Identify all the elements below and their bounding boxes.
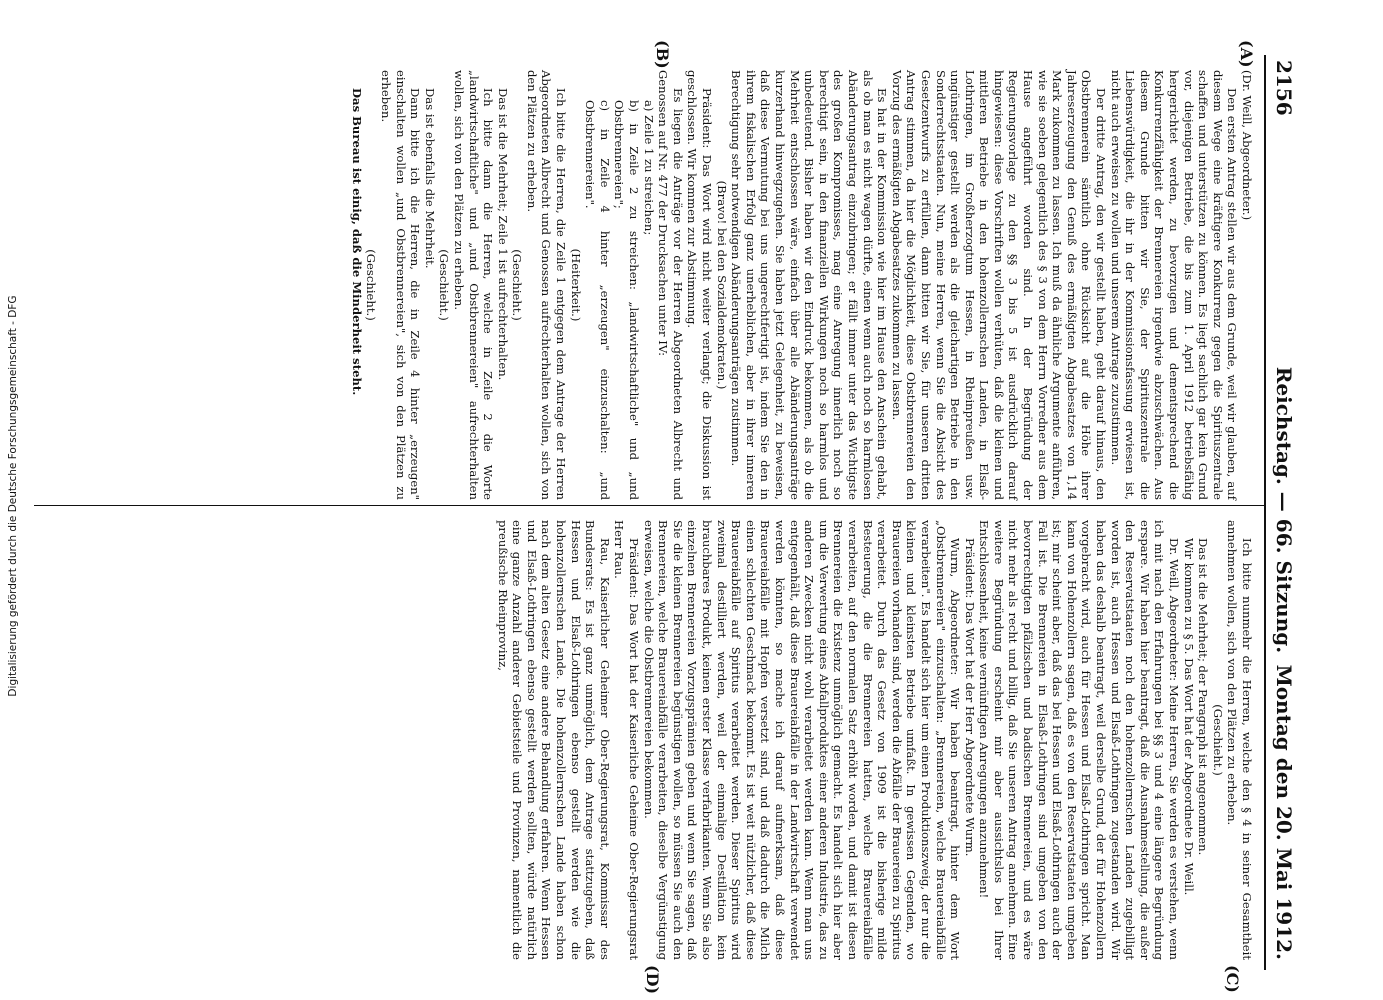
paragraph: Das ist die Mehrheit; der Paragraph ist angenommen.: [1196, 538, 1211, 856]
interjection: (Geschieht.): [437, 249, 452, 321]
right-column: [495, 520, 1254, 960]
interjection: (Geschieht.): [510, 249, 525, 321]
interjection: (Heiterkeit.): [568, 248, 583, 322]
margin-mark-d: (D): [643, 965, 662, 995]
margin-mark-a: (A): [1237, 40, 1256, 68]
paragraph: Es hat in der Kommission wie hier im Hause den Anschein gehabt, als ob man es nicht wagen dürfte, einen wenn auch noch so harmlosen Abänderungsantrag einzubringen; er fällt immer unter das Wichtigste des großen Kompromisses, mag eine Anregung innerlich noch so berechtigt sein, in den finanziellen Wirkungen noch so harmlos und unbedeutend. Bisher haben wir den Eindruck bekommen, als ob die Mehrheit entschlossen wäre, einfach über alle Abänderungsanträge kurzerhand hinwegzugehen. Sie haben jetzt Gelegenheit, zu beweisen, daß diese Vermutung bei uns ungerechtfertigt ist, indem Sie den in ihrem fiskalischen Erfolg ganz unerheblichen, aber in ihrer inneren Berechtigung sehr notwendigen Abänderungsanträgen zustimmen.: [729, 70, 890, 500]
paragraph: Der dritte Antrag, den wir gestellt haben, geht darauf hinaus, den Obstbrennerein sämtlich ohne Rücksicht auf die Höhe ihrer Jahreserzeugung den Genuß des ermäßigten Abgabesatzes von 1,14 Mark zukommen zu lassen. Ich muß da ähnliche Argumente anführen, wie sie soeben gelegentlich des § 3 von dem Herrn Vorredner aus dem Hause angeführt worden sind. In der Begründung der Regierungsvorlage zu den §§ 3 bis 5 ist ausdrücklich darauf hingewiesen: diese Vorschriften wollen verhüten, daß die kleinen und mittleren Betriebe in den hohenzollernschen Landen, in Elsaß-Lothringen, im Großherzogtum Hessen, in Rheinpreußen usw. ungünstiger gestellt werden als die gleichartigen Betriebe in den Sonderrechtsstaaten. Nun, meine Herren, wenn Sie die Absicht des Gesetzentwurfs zu erfüllen, dann bitten wir Sie, für unseren dritten Antrag stimmen, da hier die Möglichkeit, diese Obstbrennereien den Vorzug des ermäßigten Abgabesatzes zukommen zu lassen.: [889, 70, 1109, 500]
paragraph: Das ist die Mehrheit; Zeile 1 ist aufrechterhalten.: [495, 88, 510, 381]
header-rule: [1264, 55, 1266, 970]
speaker-intro: (Dr. Weill, Abgeordneter.): [1240, 70, 1254, 221]
paragraph: Dann bitte ich die Herren, die in Zeile 4 hinter „erzeugen" einschalten wollen „und Obstbrennereien", sich von den Plätzen zu erheben.: [378, 70, 423, 500]
list-item: a) Zeile 1 zu streichen;: [641, 100, 656, 236]
column-divider: [34, 505, 1264, 506]
paragraph: Ich bitte dann die Herren, welche in Zeile 2 die Worte „landwirtschaftliche" und „und Obstbrennereien" aufrechterhalten wollen, sich von den Plätzen zu erheben.: [451, 70, 496, 500]
paragraph: Ich bitte die Herren, die Zeile 1 entgegen dem Antrage der Herren Abgeordneten Albrecht und Genossen aufrechterhalten wollen, sich von den Plätzen zu erheben.: [524, 70, 569, 500]
session-date: Montag den 20. Mai 1912.: [1272, 664, 1296, 960]
digitization-note: [3, 0, 23, 1000]
paragraph: Den ersten Antrag stellen wir aus dem Grunde, weil wir glauben, auf diesem Wege eine kräftigere Konkurrenz gegen die Spirituszentrale schaffen und unterstützen zu können. Es liegt sachlich gar kein Grund vor, diejenigen Betriebe, die bis zum 1. April 1912 betriebsfähig hergerichtet werden, zu bevorzugen und dementsprechend die Konkurrenzfähigkeit der Brennereien irgendwie abzuschwächen. Aus diesem Grunde bitten wir Sie, der Spirituszentrale die Liebenswürdigkeit, die ihr in der Kommissionsfassung erwiesen ist, nicht auch erweisen zu wollen und unserem Antrage zuzustimmen.: [1108, 70, 1240, 500]
paragraph: Das Bureau ist einig, daß die Minderheit steht.: [349, 88, 364, 396]
paragraph: Es liegen die Anträge vor der Herren Abgeordneten Albrecht und Genossen auf Nr. 477 der Drucksachen unter IV:: [656, 70, 685, 500]
page-title: Reichstag. — 66. Sitzung.: [1272, 366, 1296, 654]
page-header: [1262, 60, 1302, 960]
document-page: [12, 0, 1312, 1000]
page-number: 2156: [1272, 60, 1296, 116]
paragraph: Präsident: Das Wort hat der Kaiserliche Geheime Ober-Regierungsrat Herr Rau.: [612, 520, 642, 960]
interjection: (Geschieht.): [1210, 704, 1225, 776]
left-column: [349, 70, 1254, 500]
paragraph: Ich bitte nunmehr die Herren, welche den § 4 in seiner Gesamtheit annehmen wollen, sich von den Plätzen zu erheben.: [1225, 520, 1254, 960]
paragraph: Rau, Kaiserlicher Geheimer Ober-Regierungsrat, Kommissar des Bundesrats: Es ist ganz unmöglich, dem Antrage stattzugeben, daß Hessen und Elsaß-Lothringen ebenso gestellt werden wie die hohenzollernschen Lande. Die hohenzollernschen Lande haben schon nach dem alten Gesetz eine andere Behandlung erfahren. Wenn Hessen und Elsaß-Lothringen ebenso gestellt werden sollten, würde natürlich eine ganze Anzahl anderer Gebietsteile und Provinzen, namentlich die preußische Rheinprovinz,: [495, 520, 612, 960]
digitization-note-text: Digitalisierung gefördert durch die Deutsche Forschungsgemeinschaft - DFG: [7, 295, 19, 697]
list-item: b) in Zeile 2 zu streichen: „landwirtschaftliche" und „und Obstbrennereien";: [612, 100, 642, 500]
paragraph: Präsident: Das Wort wird nicht weiter verlangt; die Diskussion ist geschlossen. Wir kommen zur Abstimmung.: [685, 70, 715, 500]
list-item: c) in Zeile 4 hinter „erzeugen" einzuschalten: „und Obstbrennereien".: [583, 100, 612, 500]
paragraph: Wir kommen zu § 5. Das Wort hat der Abgeordnete Dr. Weill.: [1181, 538, 1196, 896]
margin-mark-b: (B): [653, 40, 672, 69]
margin-mark-c: (C): [1223, 965, 1242, 993]
interjection: (Geschieht.): [364, 249, 379, 321]
paragraph: Das ist ebenfalls die Mehrheit.: [422, 88, 437, 269]
paragraph: Präsident: Das Wort hat der Herr Abgeordnete Wurm.: [962, 538, 977, 857]
paragraph: Wurm, Abgeordneter: Wir haben beantragt, hinter dem Wort „Obstbrennereien" einzuschalten: „Brennereien, welche Brauereiabfälle verarbeiten". Es handelt sich hier um einen Produktionszweig, der nur die kleinen und kleinsten Betriebe umfaßt. In gewissen Gegenden, wo Brauereien vorhanden sind, werden die Abfälle der Brauereien zu Spiritus verarbeitet. Durch das Gesetz von 1909 ist die bisherige milde Besteuerung, die die Brennereien hatten, welche Brauereiabfälle verarbeiten, auf den normalen Satz erhöht worden, und damit ist diesen Brennereien die Existenz unmöglich gemacht. Es handelt sich hier aber um die Verwertung eines Abfallproduktes einer anderen Industrie, das zu anderen Zwecken nicht wohl verarbeitet werden kann. Wenn man uns entgegenhält, daß diese Brauereiabfälle in der Landwirtschaft verwendet werden könnten, so mache ich darauf aufmerksam, daß diese Brauereiabfälle mit Hopfen versetzt sind, und daß dadurch die Milch einen schlechten Geschmack bekommt. Es ist weit nützlicher, daß diese Brauereiabfälle auf Spiritus verarbeitet werden. Dieser Spiritus wird zweimal destilliert werden, weil der einmalige Destillation kein brauchbares Produkt, keinen erster Klasse verfabrikanten. Wenn Sie also einzelnen Brennereien Vorzugsprämien geben und wenn Sie sagen, daß Sie die kleinen Brennereien begünstigen wollen, so müssen Sie auch den Brennereien, welche Brauereiabfälle verarbeiten, dieselbe Vergünstigung erweisen, welche die Obstbrennereien bekommen.: [641, 520, 963, 960]
interjection: (Bravo! bei den Sozialdemokraten.): [714, 180, 729, 390]
paragraph: Dr. Weill, Abgeordneter: Meine Herren, Sie werden es verstehen, wenn ich mit nach den Erfahrungen bei §§ 3 und 4 eine längere Begründung erspare. Wir haben hier beantragt, daß die Ausnahmestellung, die außer den Reservatstaaten noch den hohenzollernschen Landen zugebilligt worden ist, auch Hessen und Elsaß-Lothringen zugestanden wird. Wir haben das deshalb beantragt, weil derselbe Grund, der für Hohenzollern vorgebracht wird, auch für Hessen und Elsaß-Lothringen spricht. Man kann von Hohenzollern sagen, daß es von den Reservatstaaten umgeben ist; mir scheint aber, daß das bei Hessen und Elsaß-Lothringen auch der Fall ist. Die Brennereien in Elsaß-Lothringen sind umgeben von den bevorrechtigten pfälzischen und badischen Brennereien, und es wäre nicht mehr als recht und billig, daß Sie unseren Antrag annehmen. Eine weitere Begründung erscheint mir aber aussichtslos bei Ihrer Entschlossenheit, keine vernünftigen Anregungen anzunehmen!: [977, 520, 1182, 960]
